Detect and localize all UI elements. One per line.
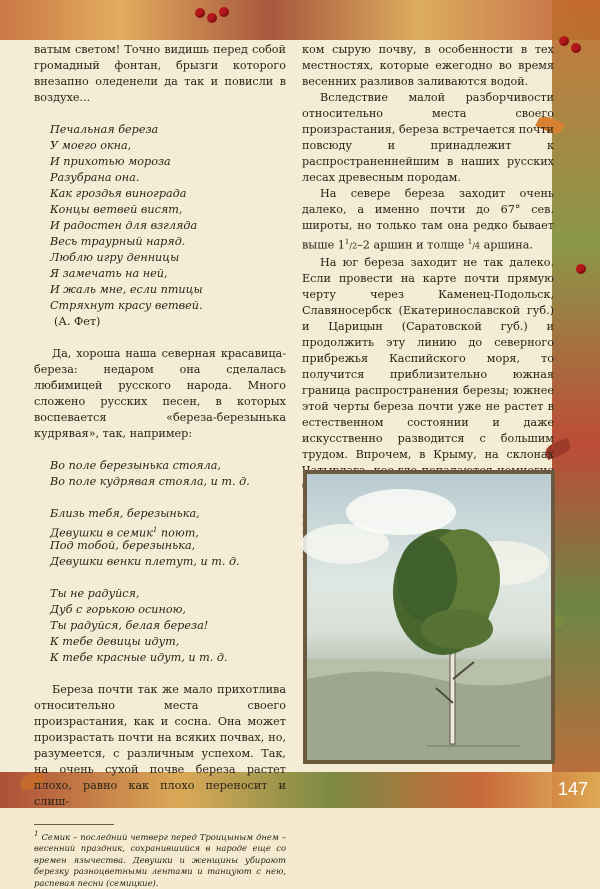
right-paragraph-3 bbox=[302, 186, 554, 255]
rowan-berry-icon bbox=[559, 36, 569, 46]
folk-song-3 bbox=[50, 586, 286, 666]
fraction-numerator: 1 bbox=[467, 238, 473, 246]
right-paragraph-2: Вследствие малой разборчивости относительно места своего произрастания, береза встречается почти повсюду и принадлежит к распространеннейшим в наших русских лесах древесным породам. bbox=[302, 91, 554, 184]
fraction-denominator: /2 bbox=[349, 241, 358, 251]
folk-song-1 bbox=[50, 458, 286, 490]
folk-song-2 bbox=[50, 506, 286, 570]
fraction-denominator: /4 bbox=[472, 241, 481, 251]
song-line: Ты радуйся, белая береза! bbox=[50, 619, 209, 632]
song-line: Дуб с горькою осиною, bbox=[50, 603, 186, 616]
poem-line: У моего окна, bbox=[50, 139, 132, 152]
footnote-number: 1 bbox=[34, 830, 39, 838]
poem-line: Люблю игру денницы bbox=[50, 251, 180, 264]
poem-line: И радостен для взгляда bbox=[50, 219, 198, 232]
song-line: К тебе красные идут, и т. д. bbox=[50, 651, 228, 664]
birch-poem bbox=[50, 122, 286, 314]
intro-paragraph: ватым светом! Точно видишь перед собой громадный фонтан, брызги которого внезапно оледенели да так и повисли в воздухе... bbox=[34, 43, 286, 104]
song-line: Во поле кудрявая стояла, и т. д. bbox=[50, 475, 250, 488]
fraction-numerator: 1 bbox=[344, 238, 350, 246]
song-line: Девушки венки плетут, и т. д. bbox=[50, 555, 240, 568]
song-line: К тебе девицы идут, bbox=[50, 635, 180, 648]
song-line: Ты не радуйся, bbox=[50, 587, 140, 600]
right-paragraph-1: ком сырую почву, в особенности в тех местностях, которые ежегодно во время весенних разливов заливаются водой. bbox=[302, 43, 554, 88]
poem-line: Печальная береза bbox=[50, 123, 159, 136]
rowan-berry-icon bbox=[219, 7, 229, 17]
poem-line: Весь траурный наряд. bbox=[50, 235, 186, 248]
poem-line: И прихотью мороза bbox=[50, 155, 171, 168]
song-line bbox=[50, 522, 286, 538]
song-line: Во поле березынька стояла, bbox=[50, 459, 221, 472]
page-number: 147 bbox=[557, 779, 588, 799]
poem-line: Стряхнут красу ветвей. bbox=[50, 299, 203, 312]
song-line-start: Девушки в семик bbox=[50, 526, 153, 540]
poem-line: Концы ветвей висят, bbox=[50, 203, 183, 216]
rowan-berry-icon bbox=[576, 264, 586, 274]
poem-line: Как гроздья винограда bbox=[50, 187, 187, 200]
footnote-reference: 1 bbox=[152, 526, 158, 534]
song-line: Под тобой, березынька, bbox=[50, 539, 196, 552]
poem-line: Разубрана она. bbox=[50, 171, 140, 184]
song-line: Близь тебя, березынька, bbox=[50, 507, 200, 520]
autumn-leaves-top-border bbox=[0, 0, 600, 40]
birch-painting bbox=[303, 470, 555, 764]
closing-paragraph: Береза почти так же мало прихотлива относительно места своего произрастания, как и сосна. Она может произрастать почти на всяких почвах, но, разумеется, с различным успехом. Так, на очень сухой почве береза растет плохо, равно как плохо переносит и слиш- bbox=[34, 683, 286, 808]
rowan-berry-icon bbox=[195, 8, 205, 18]
poem-author: (А. Фет) bbox=[54, 315, 101, 328]
footnote-divider bbox=[34, 824, 114, 825]
rowan-berry-icon bbox=[207, 13, 217, 23]
paragraph-3-middle: –2 аршин и толще bbox=[357, 238, 468, 252]
paragraph-3-end: аршина. bbox=[480, 238, 533, 252]
song-intro-paragraph: Да, хороша наша северная красавица-береза: недаром она сделалась любимицей русского народа. Много сложено русских песен, в которых воспевается «береза-березынька кудрявая», так, например: bbox=[34, 347, 286, 440]
birch-tree-icon bbox=[307, 474, 551, 760]
rowan-berry-icon bbox=[571, 43, 581, 53]
poem-line: Я замечать на ней, bbox=[50, 267, 168, 280]
right-paragraph-4: На юг береза заходит не так далеко. Если провести на карте почти прямую черту через Каменец-Подольск, Славяносербск (Екатеринославской губ.) и Царицын (Саратовской губ.) и продолжить эту линию до северного прибрежья Каспийского моря, то получится приблизительно южная граница распространения березы; южнее этой черты береза почти уже не растет в естественном состоянии и даже искусственно разводится с большим трудом. Впрочем, в Крыму, на склонах bbox=[302, 255, 554, 461]
footnote bbox=[34, 829, 286, 889]
song-line-end: поют, bbox=[160, 526, 199, 540]
paragraph-3-start: На севере береза заходит очень далеко, а именно почти до 67° сев. широты, но только там она редко бывает выше 1 bbox=[302, 187, 554, 252]
poem-line: И жаль мне, если птицы bbox=[50, 283, 203, 296]
left-column bbox=[34, 42, 286, 889]
footnote-text: Семик – последний четверг перед Троицыным днем – весенний праздник, сохранившийся в народе еще со времен язычества. Девушки и женщины убирают березку разноцветными лентами и танцуют с нею, распевая песни (семицкие). bbox=[34, 831, 286, 888]
